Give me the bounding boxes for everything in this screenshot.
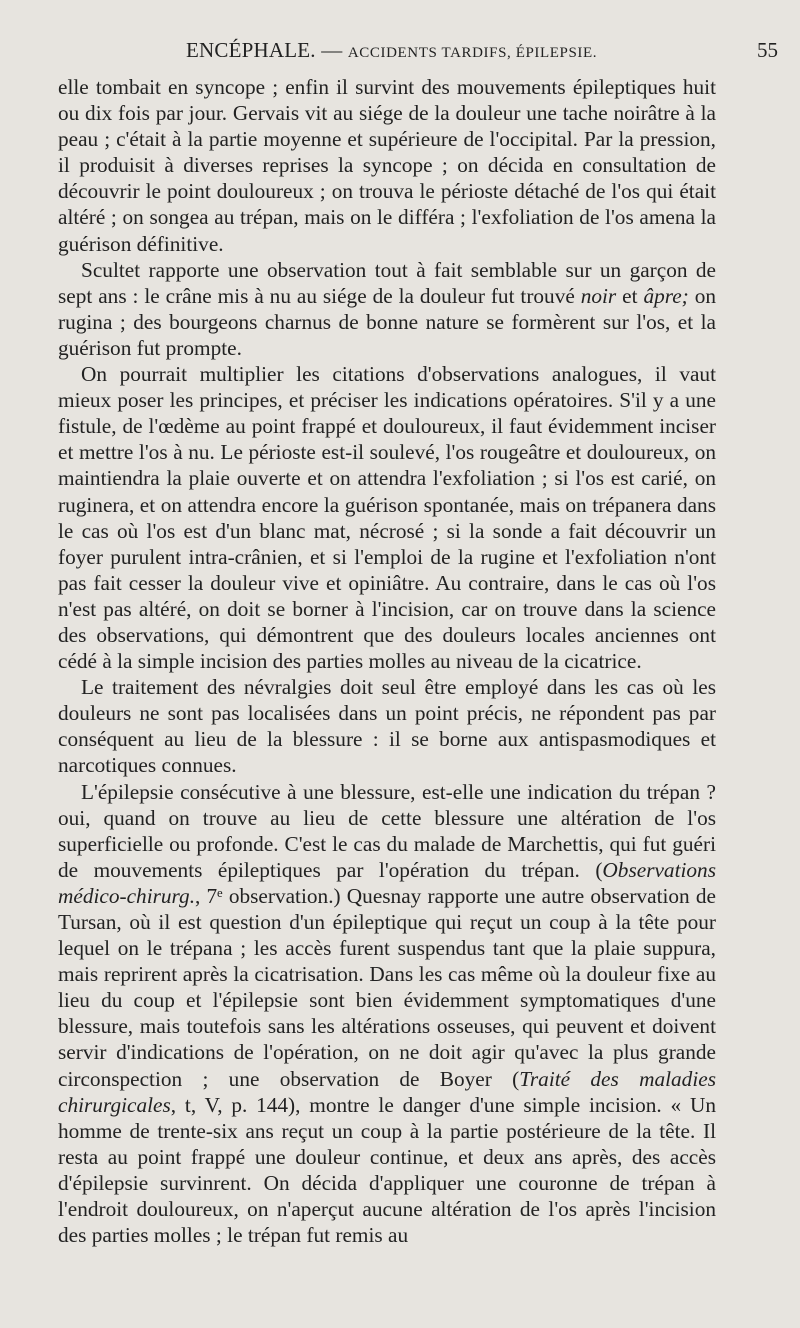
header-dash: — — [315, 38, 348, 62]
body-text — [58, 74, 716, 1248]
paragraph-2-text-b: et — [616, 283, 644, 308]
paragraph-3: On pourrait multiplier les citations d'observations analogues, il vaut mieux poser les principes, et préciser les indications opératoires. S'il y a une fistule, de l'œdème au point frappé et douloureux, il faut évidemment inciser et mettre l'os à nu. Le périoste est-il soulevé, l'os rougeâtre et douloureux, on maintiendra la plaie ouverte et on attendra l'exfoliation ; si l'os est carié, on ruginera, et on attendra encore la guérison spontanée, mais on trépanera dans le cas où l'os est d'un blanc mat, nécrosé ; si la sonde a fait découvrir un foyer purulent intra-crânien, et si l'emploi de la rugine et l'exfoliation n'ont pas fait cesser la douleur vive et opiniâtre. Au contraire, dans le cas où l'os n'est pas altéré, on doit se borner à l'incision, car on trouve dans la science des observations, qui démontrent que des douleurs locales anciennes ont cédé à la simple incision des parties molles au niveau de la cicatrice. — [58, 362, 716, 674]
paragraph-1: elle tombait en syncope ; enfin il survint des mouvements épileptiques huit ou dix fois par jour. Gervais vit au siége de la douleur une tache noirâtre à la peau ; c'était à la partie moyenne et supérieure de l'occipital. Par la pression, il produisit à diverses reprises la syncope ; on décida en consultation de découvrir le point douloureux ; on trouva le périoste détaché de l'os qui était altéré ; on songea au trépan, mais on le différa ; l'exfoliation de l'os amena la guérison définitive. — [58, 75, 716, 256]
header-title — [186, 38, 597, 63]
paragraph-2-text-a: Scultet rapporte une observation tout à fait semblable sur un garçon de sept ans : le crâne mis à nu au siége de la douleur fut trouvé — [58, 257, 716, 308]
paragraph-2 — [58, 257, 716, 361]
italic-word-noir: noir — [580, 283, 617, 308]
paragraph-5 — [58, 779, 716, 1249]
section-subtitle: ACCIDENTS TARDIFS, ÉPILEPSIE. — [347, 45, 598, 61]
paragraph-5-text-b: , 7ᵉ observation.) Quesnay rapporte une autre observation de Tursan, où il est question d'un épileptique qui reçut un coup à la tête pour lequel on le trépana ; les accès furent suspendus tant que la plaie suppura, mais reprirent après la cicatrisation. Dans les cas même où la douleur fixe au lieu du coup et l'épilepsie sont bien évidemment symptomatiques d'une blessure, mais toutefois sans les altérations osseuses, qui peuvent et doivent servir d'indications de l'opération, on ne doit agir qu'avec la plus grande circonspection ; une observation de Boyer ( — [58, 883, 716, 1091]
running-header — [0, 38, 800, 68]
paragraph-2-text-c: on rugina ; des bourgeons charnus de bonne nature se formèrent sur l'os, et la guérison fut prompte. — [58, 283, 716, 360]
italic-citation-traite: Traité des maladies chirurgicales — [58, 1066, 716, 1117]
paragraph-5-text-c: , t, V, p. 144), montre le danger d'une simple incision. « Un homme de trente-six ans reçut un coup à la partie postérieure de la tête. Il resta au point frappé une douleur continue, et deux ans après, des accès d'épilepsie survinrent. On décida d'appliquer une couronne de trépan à l'endroit douloureux, on n'aperçut aucune altération de l'os après l'incision des parties molles ; le trépan fut remis au — [58, 1092, 716, 1248]
page-number: 55 — [757, 38, 778, 62]
paragraph-5-text-a: L'épilepsie consécutive à une blessure, est-elle une indication du trépan ? oui, quand on trouve au lieu de cette blessure une altération de l'os superficielle ou profonde. C'est le cas du malade de Marchettis, qui fut guéri de mouvements épileptiques par l'opération du trépan. ( — [58, 779, 716, 882]
italic-citation-observations: Observations médico-chirurg. — [58, 857, 716, 908]
italic-word-apre: âpre; — [643, 283, 689, 308]
paragraph-4: Le traitement des névralgies doit seul être employé dans les cas où les douleurs ne sont pas localisées dans un point précis, ne répondent pas par conséquent au lieu de la blessure : il se borne aux antispasmodiques et narcotiques connues. — [58, 675, 716, 778]
chapter-title: ENCÉPHALE. — [186, 38, 316, 62]
